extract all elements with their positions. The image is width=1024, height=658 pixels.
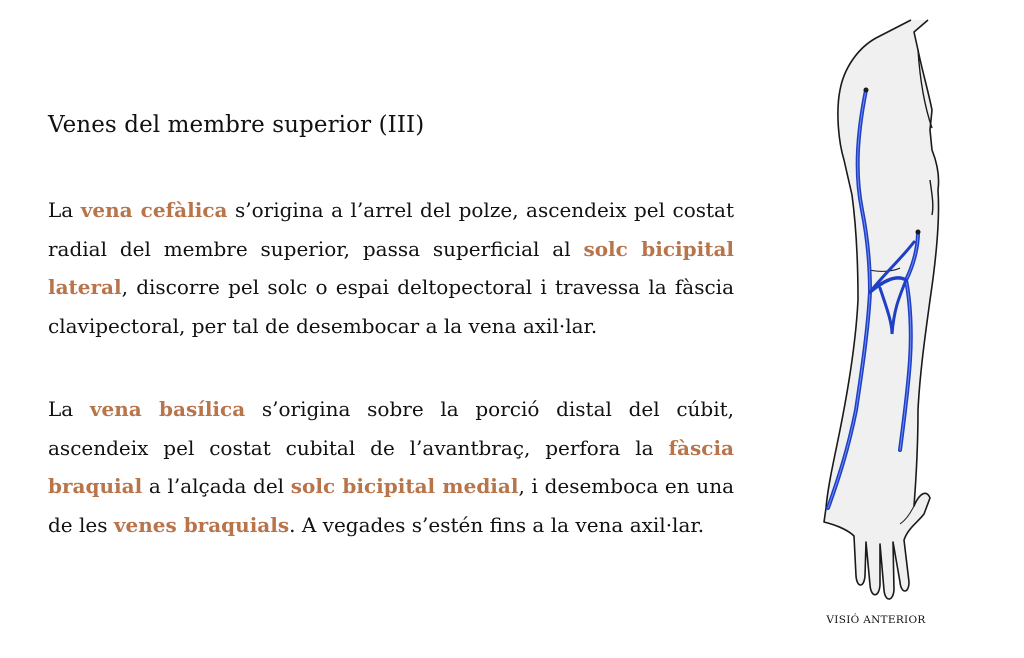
text-segment: La bbox=[48, 397, 90, 421]
arm-outline bbox=[824, 20, 939, 599]
text-segment: La bbox=[48, 198, 81, 222]
highlighted-term: vena basílica bbox=[89, 397, 246, 421]
text-segment: s’origina sobre la porció distal del cúbit, ascendeix pel costat cubital de l’avantbraç, perfora la bbox=[48, 397, 734, 460]
basilic-vein-end bbox=[916, 230, 921, 235]
highlighted-term: solc bicipital medial bbox=[290, 474, 519, 498]
figure-caption: VISIÓ ANTERIOR bbox=[826, 614, 926, 626]
text-segment: s’origina a l’arrel del polze, ascendeix pel costat radial del membre superior, passa superficial al bbox=[48, 198, 735, 261]
page-title: Venes del membre superior (III) bbox=[48, 112, 425, 138]
cephalic-vein-end bbox=[864, 88, 869, 93]
paragraph-basilic-vein bbox=[48, 390, 734, 544]
paragraph-cephalic-vein bbox=[48, 191, 734, 345]
highlighted-term: fàscia braquial bbox=[48, 435, 734, 498]
highlighted-term: solc bicipital lateral bbox=[48, 236, 735, 299]
arm-veins-illustration bbox=[796, 10, 966, 610]
highlighted-term: vena cefàlica bbox=[80, 198, 228, 222]
text-segment: , discorre pel solc o espai deltopectoral i travessa la fàscia clavipectoral, per tal de desembocar a la vena axil·lar. bbox=[48, 275, 734, 338]
highlighted-term: venes braquials bbox=[113, 512, 290, 537]
text-segment: , i desemboca en una de les bbox=[48, 474, 734, 537]
text-segment: . A vegades s’estén fins a la vena axil·lar. bbox=[289, 512, 705, 537]
text-segment: a l’alçada del bbox=[142, 474, 291, 498]
